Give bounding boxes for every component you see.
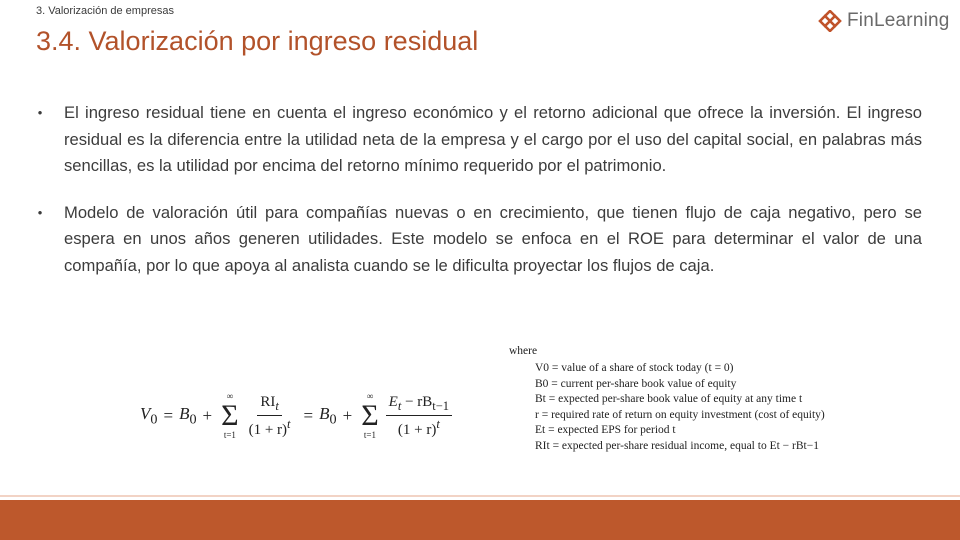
footer-divider: [0, 495, 960, 497]
slide-title: 3.4. Valorización por ingreso residual: [36, 26, 479, 56]
where-label: where: [509, 345, 538, 357]
footer-bar: [0, 500, 960, 540]
summation-symbol: ∞ Σ t=1: [361, 391, 379, 440]
formula-b0-repeat: $B_0$: [319, 403, 337, 428]
finlearning-logo: [818, 10, 950, 32]
section-label: 3. Valorización de empresas: [36, 5, 174, 17]
fraction-ri: $\frac{RI_t}{(1 + r)^t}$: [248, 393, 291, 438]
logo-text: FinLearning: [847, 10, 950, 31]
variable-definitions: [509, 345, 825, 454]
definition-row: RIt = expected per-share residual income, equal to Et − rBt−1: [535, 439, 819, 452]
definition-row: r = required rate of return on equity investment (cost of equity): [535, 408, 825, 421]
fraction-eps: $\frac{E_t - rB_{t-1}}{(1 + r)^t}$: [386, 394, 452, 439]
logo-mark-icon: [818, 10, 842, 32]
summation-symbol: ∞ Σ t=1: [221, 391, 239, 440]
bullet-dot-icon: •: [37, 105, 43, 120]
bullet-text: Modelo de valoración útil para compañías nuevas o en crecimiento, que tienen flujo de caja negativo, pero se espera en unos años generen utilidades. Este modelo se enfoca en el ROE para determinar el valor de una compañía, por lo que apoya al analista cuando se le dificulta proyectar los flujos de caja.: [64, 202, 922, 275]
definition-row: V0 = value of a share of stock today (t = 0): [535, 362, 734, 374]
bullet-text: El ingreso residual tiene en cuenta el ingreso económico y el retorno adicional que ofrece la inversión. El ingreso residual es la diferencia entre la utilidad neta de la empresa y el cargo por el uso del capital social, en palabras más sencillas, es la utilidad por encima del retorno mínimo requerido por el patrimonio.: [64, 103, 922, 175]
definition-row: B0 = current per-share book value of equity: [535, 377, 737, 390]
bullet-list: [30, 100, 922, 299]
formula-b0: $B_0$: [179, 403, 197, 428]
definition-row: Et = expected EPS for period t: [535, 424, 676, 436]
definition-list: [535, 361, 825, 454]
definition-row: Bt = expected per-share book value of equity at any time t: [535, 393, 803, 405]
formula-lhs: $V_0$: [140, 403, 158, 428]
bullet-item: [30, 200, 922, 280]
residual-income-formula: $V_0$ = $B_0$ + ∞ Σ t=1 $\frac{RI_t}{(1 + r)^t}$ = $B_0$ + ∞ Σ t=1 $\frac{E_t - rB_{t-1}}{(1 + r)^t}$: [140, 392, 456, 440]
bullet-dot-icon: •: [37, 204, 43, 220]
bullet-item: [30, 100, 922, 180]
